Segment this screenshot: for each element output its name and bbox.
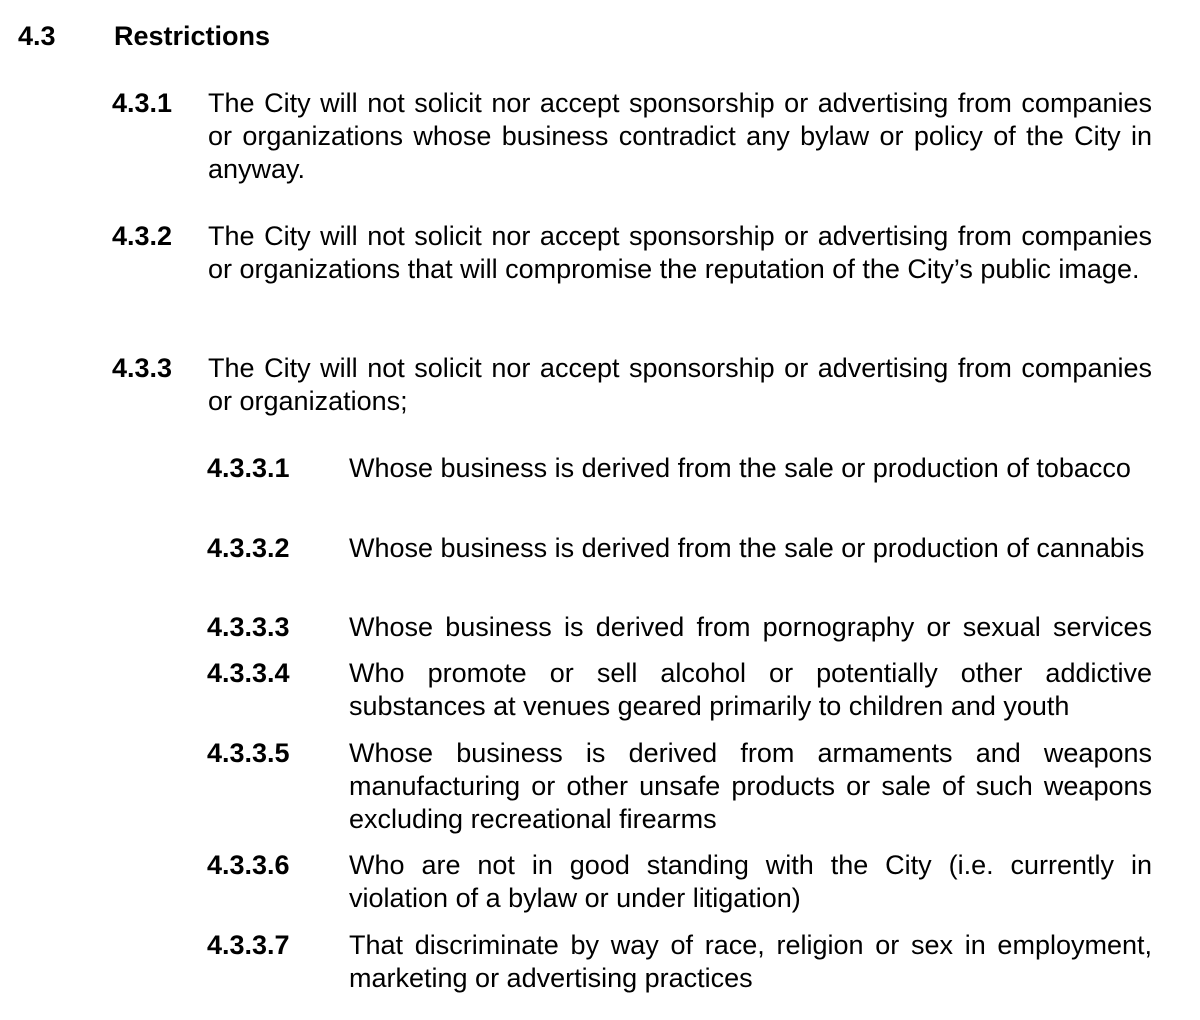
subclause-text: Who are not in good standing with the City (i.e. currently in violation of a bylaw or under litigation) <box>349 850 1152 913</box>
subclause-4-3-3-4 <box>207 657 1152 723</box>
subclause-number: 4.3.3.2 <box>207 533 290 563</box>
subclause-number: 4.3.3.5 <box>207 738 290 768</box>
subclause-4-3-3-7 <box>207 929 1152 995</box>
subclause-number: 4.3.3.6 <box>207 850 290 880</box>
subclause-number: 4.3.3.1 <box>207 453 290 483</box>
subclause-number: 4.3.3.7 <box>207 930 290 960</box>
subclause-4-3-3-5 <box>207 737 1152 836</box>
subclause-text: Whose business is derived from armaments and weapons manufacturing or other unsafe products or sale of such weapons excluding recreational firearms <box>349 738 1152 834</box>
subclause-4-3-3-3 <box>207 611 1152 644</box>
clause-4-3-1 <box>112 87 1152 186</box>
subclause-text: Whose business is derived from pornography or sexual services <box>349 612 1152 642</box>
clause-number: 4.3.1 <box>112 88 173 118</box>
section-title: Restrictions <box>114 21 271 51</box>
clause-text: The City will not solicit nor accept sponsorship or advertising from companies or organizations that will compromise the reputation of the City’s public image. <box>208 221 1152 284</box>
clause-number: 4.3.2 <box>112 221 173 251</box>
subclause-text: Who promote or sell alcohol or potentially other addictive substances at venues geared primarily to children and youth <box>349 658 1152 721</box>
clause-4-3-3 <box>112 352 1152 418</box>
clause-text: The City will not solicit nor accept sponsorship or advertising from companies or organizations whose business contradict any bylaw or policy of the City in anyway. <box>208 88 1152 184</box>
subclause-number: 4.3.3.3 <box>207 612 290 642</box>
subclause-text: That discriminate by way of race, religion or sex in employment, marketing or advertising practices <box>349 930 1152 993</box>
subclause-4-3-3-1 <box>207 452 1152 485</box>
clause-4-3-2 <box>112 220 1152 286</box>
subclause-text: Whose business is derived from the sale or production of tobacco <box>349 453 1131 483</box>
subclause-4-3-3-2 <box>207 532 1152 565</box>
subclause-number: 4.3.3.4 <box>207 658 290 688</box>
subclause-4-3-3-6 <box>207 849 1152 915</box>
clause-text: The City will not solicit nor accept sponsorship or advertising from companies or organizations; <box>208 353 1152 416</box>
subclause-text: Whose business is derived from the sale or production of cannabis <box>349 533 1145 563</box>
clause-number: 4.3.3 <box>112 353 173 383</box>
section-number: 4.3 <box>18 21 56 51</box>
